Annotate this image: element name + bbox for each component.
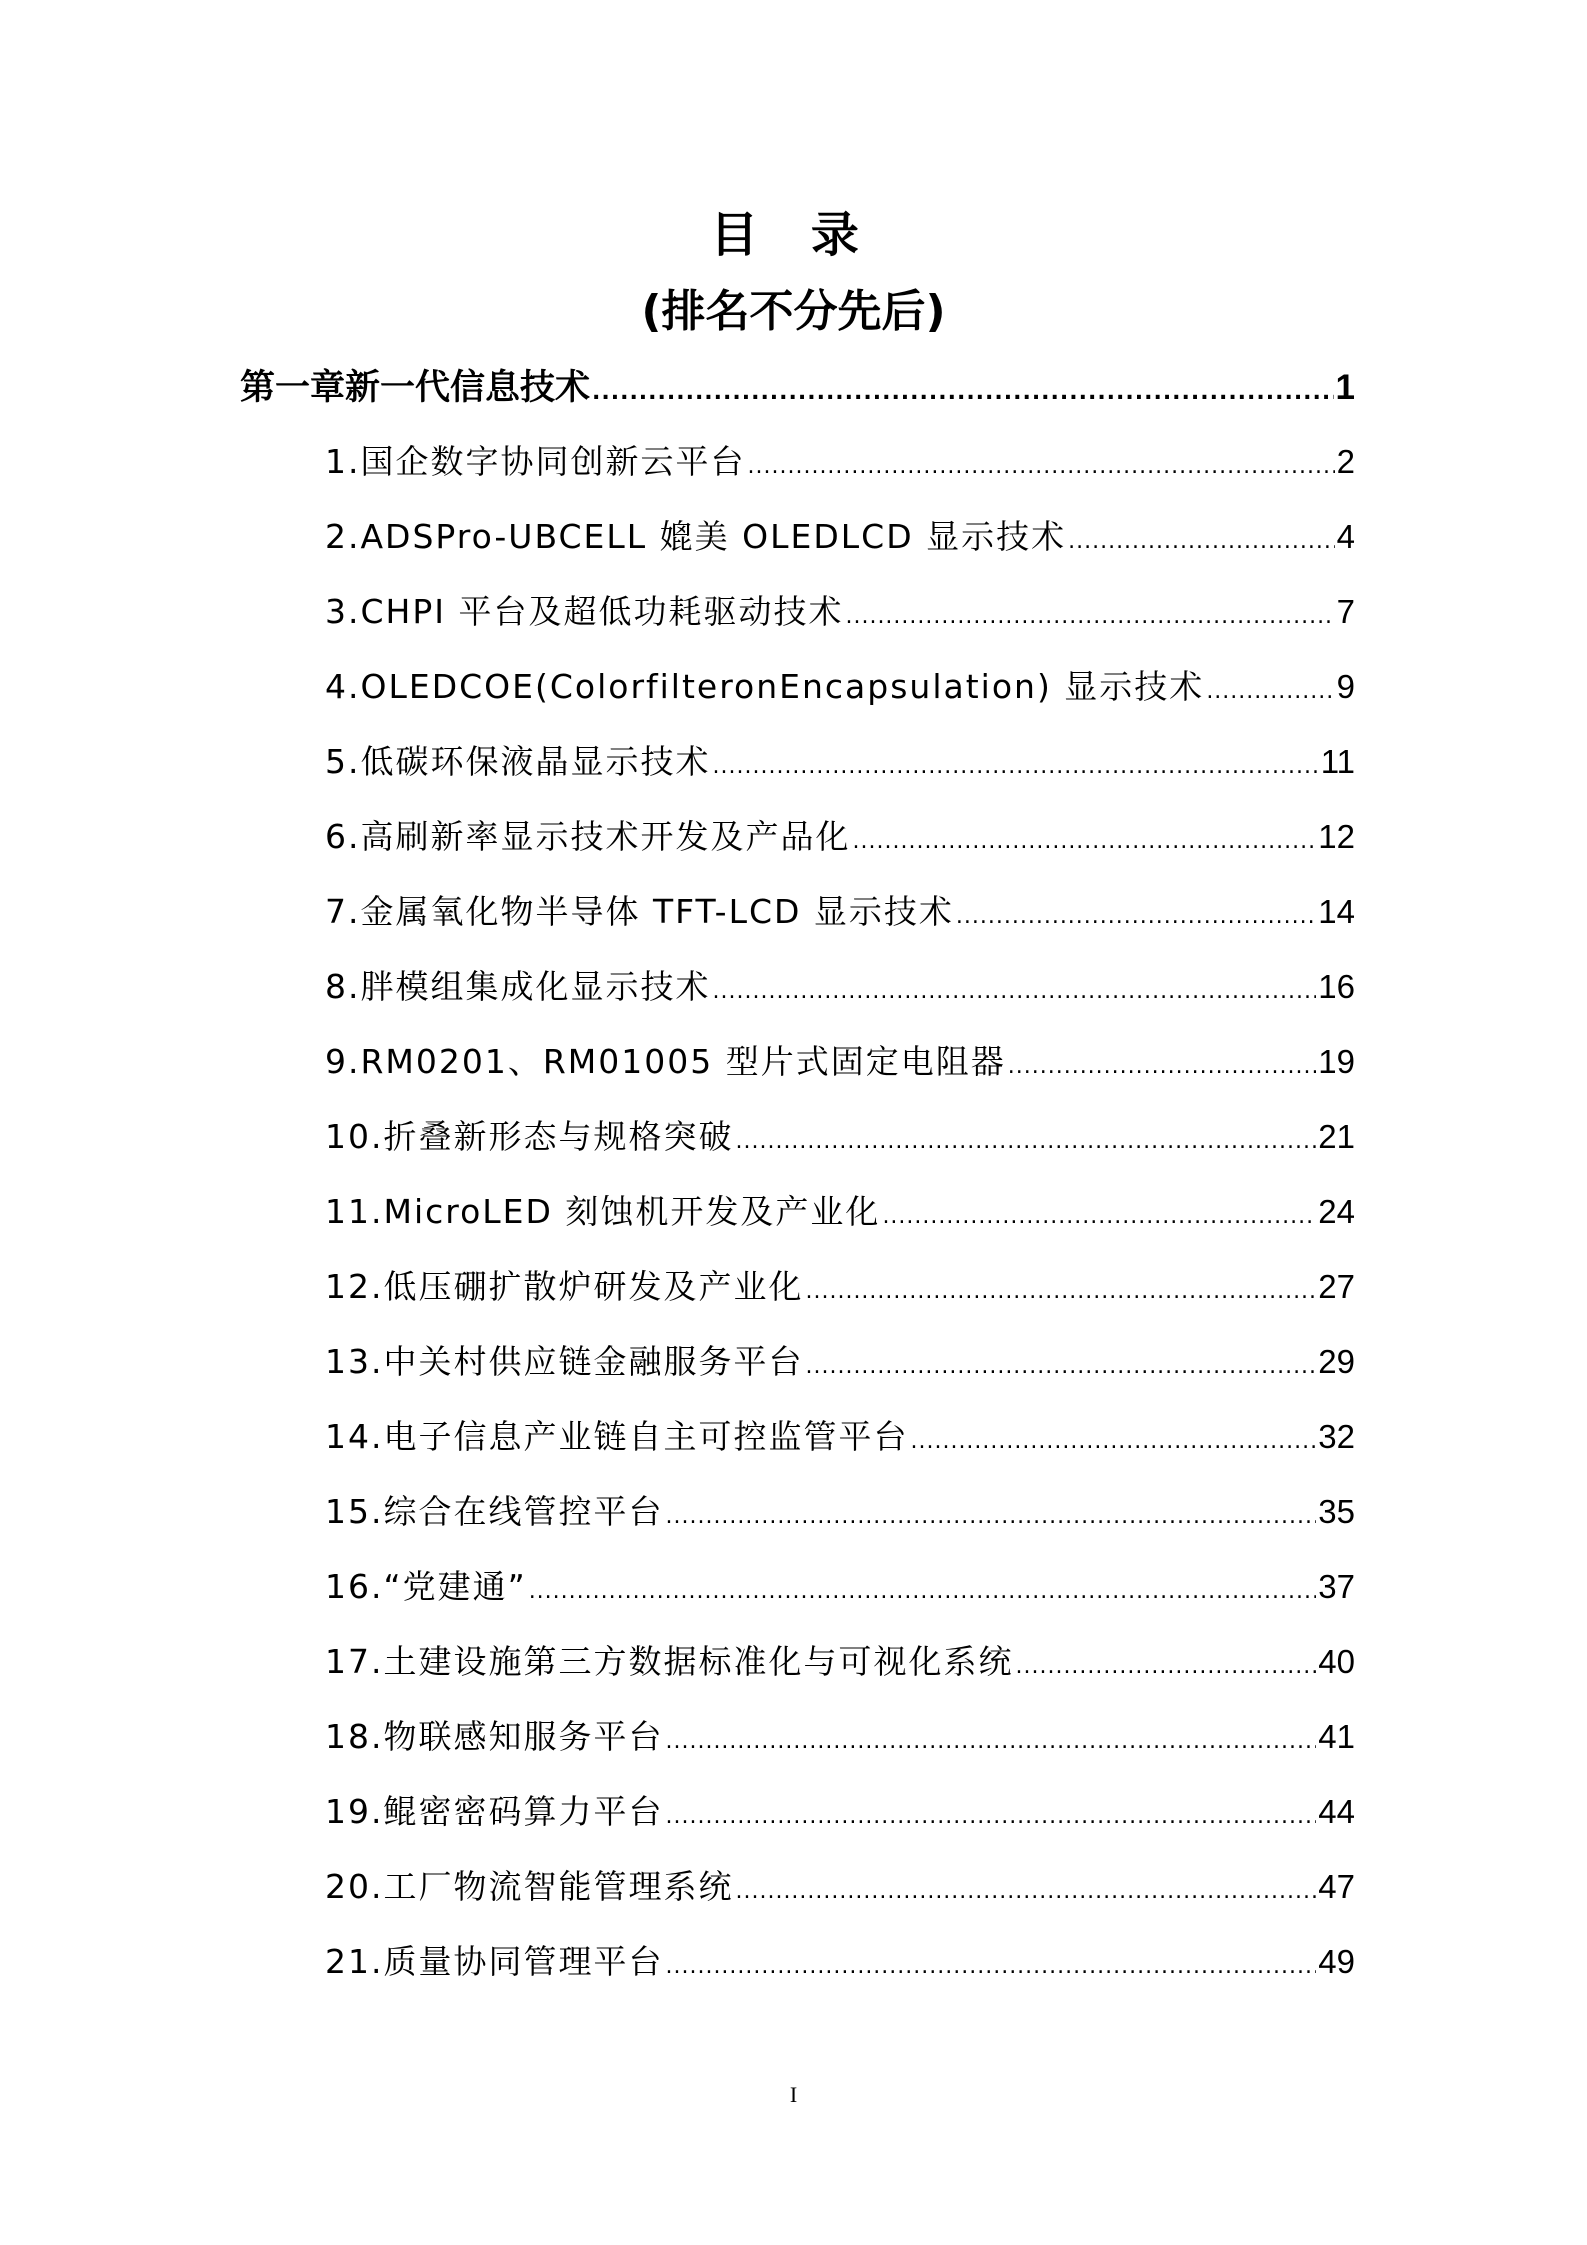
toc-item-page: 47 (1318, 1868, 1355, 1905)
dot-leader (805, 1339, 1316, 1395)
toc-item-page: 7 (1336, 593, 1355, 630)
toc-item-label: 15.综合在线管控平台 (325, 1492, 664, 1531)
dot-leader (529, 1564, 1317, 1620)
dot-leader (1068, 514, 1335, 570)
toc-item-10[interactable] (325, 1109, 1355, 1165)
toc-item-20[interactable] (325, 1859, 1355, 1915)
toc-item-label: 12.低压硼扩散炉研发及产业化 (325, 1267, 804, 1306)
dot-leader (713, 964, 1317, 1020)
toc-item-label: 3.CHPI 平台及超低功耗驱动技术 (325, 592, 844, 631)
toc-item-label: 18.物联感知服务平台 (325, 1717, 664, 1756)
toc-item-15[interactable] (325, 1484, 1355, 1540)
toc-item-page: 35 (1318, 1493, 1355, 1530)
toc-item-page: 32 (1318, 1418, 1355, 1455)
toc-item-page: 44 (1318, 1793, 1355, 1830)
toc-item-16[interactable] (325, 1559, 1355, 1615)
toc-item-4[interactable] (325, 659, 1355, 715)
toc-item-page: 41 (1318, 1718, 1355, 1755)
dot-leader (665, 1939, 1316, 1995)
dot-leader (665, 1789, 1316, 1845)
toc-item-label: 13.中关村供应链金融服务平台 (325, 1342, 804, 1381)
toc-item-page: 4 (1336, 518, 1355, 555)
toc-item-page: 49 (1318, 1943, 1355, 1980)
page-title: 目 录 (710, 207, 877, 263)
toc-item-label: 1.国企数字协同创新云平台 (325, 442, 746, 481)
toc-item-label: 11.MicroLED 刻蚀机开发及产业化 (325, 1192, 881, 1231)
toc-item-page: 16 (1318, 968, 1355, 1005)
dot-leader (956, 889, 1316, 945)
toc-item-18[interactable] (325, 1709, 1355, 1765)
page-number-footer: I (789, 2082, 798, 2107)
toc-chapter-label: 第一章新一代信息技术 (240, 368, 591, 408)
toc-item-13[interactable] (325, 1334, 1355, 1390)
dot-leader (748, 439, 1335, 495)
toc-item-6[interactable] (325, 809, 1355, 865)
toc-item-page: 11 (1320, 743, 1355, 780)
dot-leader (665, 1489, 1316, 1545)
toc-item-label: 14.电子信息产业链自主可控监管平台 (325, 1417, 909, 1456)
toc-item-21[interactable] (325, 1934, 1355, 1990)
toc-item-2[interactable] (325, 509, 1355, 565)
toc-item-label: 19.鲲密密码算力平台 (325, 1792, 664, 1831)
toc-item-page: 24 (1318, 1193, 1355, 1230)
toc-item-label: 9.RM0201、RM01005 型片式固定电阻器 (325, 1042, 1006, 1081)
dot-leader (853, 814, 1317, 870)
toc-item-page: 37 (1318, 1568, 1355, 1605)
toc-item-label: 8.胖模组集成化显示技术 (325, 967, 711, 1006)
toc-item-label: 10.折叠新形态与规格突破 (325, 1117, 734, 1156)
dot-leader (805, 1264, 1316, 1320)
toc-item-17[interactable] (325, 1634, 1355, 1690)
toc-item-14[interactable] (325, 1409, 1355, 1465)
toc-item-7[interactable] (325, 884, 1355, 940)
toc-item-label: 6.高刷新率显示技术开发及产品化 (325, 817, 851, 856)
toc-item-label: 2.ADSPro-UBCELL 媲美 OLEDLCD 显示技术 (325, 517, 1067, 556)
dot-leader (845, 589, 1334, 645)
dot-leader (665, 1714, 1316, 1770)
dot-leader (882, 1189, 1316, 1245)
toc-chapter-page: 1 (1335, 368, 1355, 407)
toc-item-page: 40 (1318, 1643, 1355, 1680)
toc-item-label: 5.低碳环保液晶显示技术 (325, 742, 711, 781)
toc-item-19[interactable] (325, 1784, 1355, 1840)
dot-leader (1008, 1039, 1317, 1095)
toc-item-12[interactable] (325, 1259, 1355, 1315)
toc-item-label: 17.土建设施第三方数据标准化与可视化系统 (325, 1642, 1014, 1681)
toc-item-9[interactable] (325, 1034, 1355, 1090)
toc-item-label: 16.“党建通” (325, 1567, 527, 1606)
toc-item-page: 14 (1318, 893, 1355, 930)
toc-item-page: 27 (1318, 1268, 1355, 1305)
toc-item-page: 29 (1318, 1343, 1355, 1380)
toc-item-page: 21 (1318, 1118, 1355, 1155)
toc-item-page: 2 (1336, 443, 1355, 480)
toc-item-3[interactable] (325, 584, 1355, 640)
page-subtitle: (排名不分先后) (641, 286, 946, 337)
toc-item-page: 9 (1336, 668, 1355, 705)
toc-item-label: 21.质量协同管理平台 (325, 1942, 664, 1981)
toc-item-1[interactable] (325, 434, 1355, 490)
toc-item-5[interactable] (325, 734, 1355, 790)
toc-item-label: 20.工厂物流智能管理系统 (325, 1867, 734, 1906)
toc-item-label: 4.OLEDCOE(ColorfilteronEncapsulation) 显示技术 (325, 667, 1205, 706)
dot-leader (1015, 1639, 1316, 1695)
dot-leader (592, 365, 1334, 421)
dot-leader (713, 739, 1319, 795)
dot-leader (735, 1114, 1316, 1170)
toc-item-8[interactable] (325, 959, 1355, 1015)
toc-item-label: 7.金属氧化物半导体 TFT-LCD 显示技术 (325, 892, 954, 931)
dot-leader (735, 1864, 1316, 1920)
dot-leader (1206, 664, 1334, 720)
toc-item-page: 19 (1318, 1043, 1355, 1080)
toc-item-page: 12 (1318, 818, 1355, 855)
toc-chapter-entry[interactable] (240, 360, 1355, 416)
dot-leader (910, 1414, 1316, 1470)
toc-item-11[interactable] (325, 1184, 1355, 1240)
